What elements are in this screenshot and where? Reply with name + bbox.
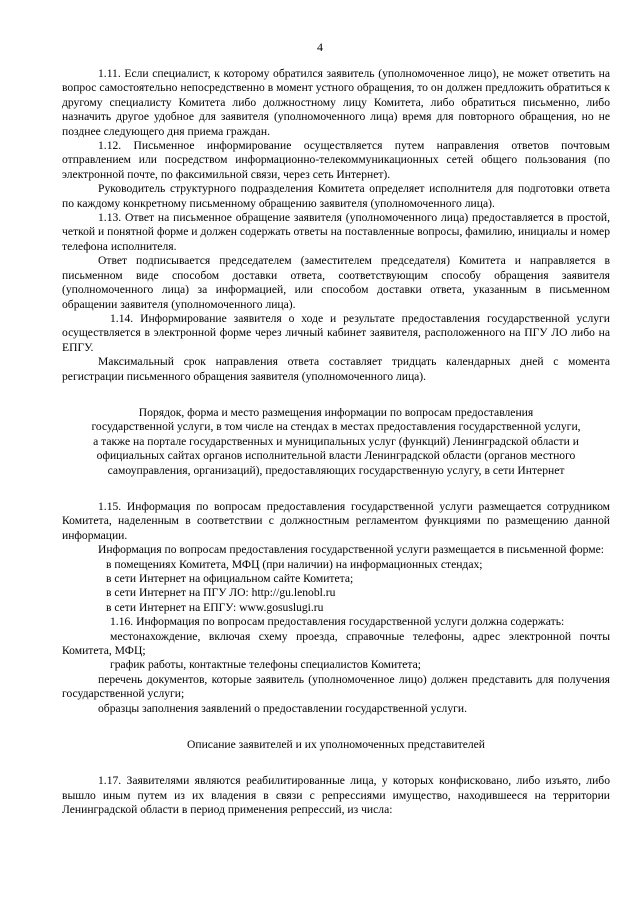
heading-line: Порядок, форма и место размещения информации по вопросам предоставления	[138, 405, 534, 419]
page-number: 4	[317, 40, 323, 54]
heading-line: государственной услуги, в том числе на стендах в местах предоставления государственной услуги,	[91, 420, 581, 434]
paragraph-1-12: 1.12. Письменное информирование осуществляется путем направления ответов почтовым отправлением или посредством информационно-телекоммуникационных сетей общего пользования (по электронной почте, по факсимильной связи, через сеть Интернет).	[62, 139, 610, 181]
list-item: в сети Интернет на ЕПГУ: www.gosuslugi.ru	[106, 600, 324, 614]
document-body	[62, 67, 610, 818]
paragraph-executor: Руководитель структурного подразделения Комитета определяет исполнителя для подготовки ответа по каждому конкретному письменному обращению заявителя (уполномоченного лица).	[62, 182, 610, 210]
heading-line: самоуправления, организаций), предоставляющих государственную услугу, в сети Интернет	[107, 463, 565, 477]
list-item: образцы заполнения заявлений о предоставлении государственной услуги.	[98, 701, 467, 715]
heading-line: официальных сайтах органов исполнительной власти Ленинградской области (органов местного	[96, 449, 576, 463]
section-heading-applicants: Описание заявителей и их уполномоченных представителей	[187, 738, 485, 752]
paragraph-1-14: 1.14. Информирование заявителя о ходе и результате предоставления государственной услуги осуществляется в электронной форме через личный кабинет заявителя, расположенного на ПГУ ЛО либо на ЕПГУ.	[62, 311, 610, 354]
list-item: в сети Интернет на официальном сайте Комитета;	[106, 572, 354, 585]
list-item: местонахождение, включая схему проезда, справочные телефоны, адрес электронной почты Комитета, МФЦ;	[62, 629, 610, 658]
paragraph-1-13: 1.13. Ответ на письменное обращение заявителя (уполномоченного лица) предоставляется в простой, четкой и понятной форме и должен содержать ответы на поставленные вопросы, фамилию, инициалы и номер телефона исполнителя.	[62, 211, 610, 253]
section-heading-info-placement	[62, 406, 610, 478]
heading-line: а также на портале государственных и муниципальных услуг (функций) Ленинградской области и	[93, 434, 579, 448]
list-item: график работы, контактные телефоны специалистов Комитета;	[110, 658, 421, 672]
list-item: в помещениях Комитета, МФЦ (при наличии) на информационных стендах;	[106, 557, 483, 571]
list-item: в сети Интернет на ПГУ ЛО: http://gu.lenobl.ru	[106, 586, 336, 600]
paragraph-1-16: 1.16. Информация по вопросам предоставления государственной услуги должна содержать:	[110, 615, 565, 629]
paragraph-1-17: 1.17. Заявителями являются реабилитированные лица, у которых конфисковано, либо изъято, либо вышло иным путем из их владения в связи с репрессиями имущество, находившееся на территории Ленинградской области в период применения репрессий, из числа:	[62, 774, 610, 817]
paragraph-1-15: 1.15. Информация по вопросам предоставления государственной услуги размещается сотрудником Комитета, наделенным в соответствии с должностным регламентом функциями по размещению данной информации.	[62, 499, 610, 542]
paragraph-max-term: Максимальный срок направления ответа составляет тридцать календарных дней с момента регистрации письменного обращения заявителя (уполномоченного лица).	[62, 355, 610, 383]
paragraph-1-11: 1.11. Если специалист, к которому обратился заявитель (уполномоченное лицо), не может ответить на вопрос самостоятельно непосредственно в момент устного обращения, то он должен предложить обратиться к другому специалисту Комитета либо должностному лицу Комитета, либо обратиться письменно, либо назначить другое удобное для заявителя (уполномоченного лица) время для повторного обращения, но не позднее следующего дня приема граждан.	[62, 67, 610, 138]
paragraph-info-form: Информация по вопросам предоставления государственной услуги размещается в письменной форме:	[98, 543, 604, 557]
content-list	[62, 630, 610, 716]
paragraph-signing: Ответ подписывается председателем (заместителем председателя) Комитета и направляется в письменном виде способом доставки ответа, соответствующим способу обращения заявителя (уполномоченного лица) за информацией, или способом доставки ответа, указанным в письменном обращении заявителя (уполномоченного лица).	[62, 254, 610, 311]
list-item: перечень документов, которые заявитель (уполномоченное лицо) должен представить для получения государственной услуги;	[62, 672, 610, 701]
placement-list	[62, 558, 610, 616]
